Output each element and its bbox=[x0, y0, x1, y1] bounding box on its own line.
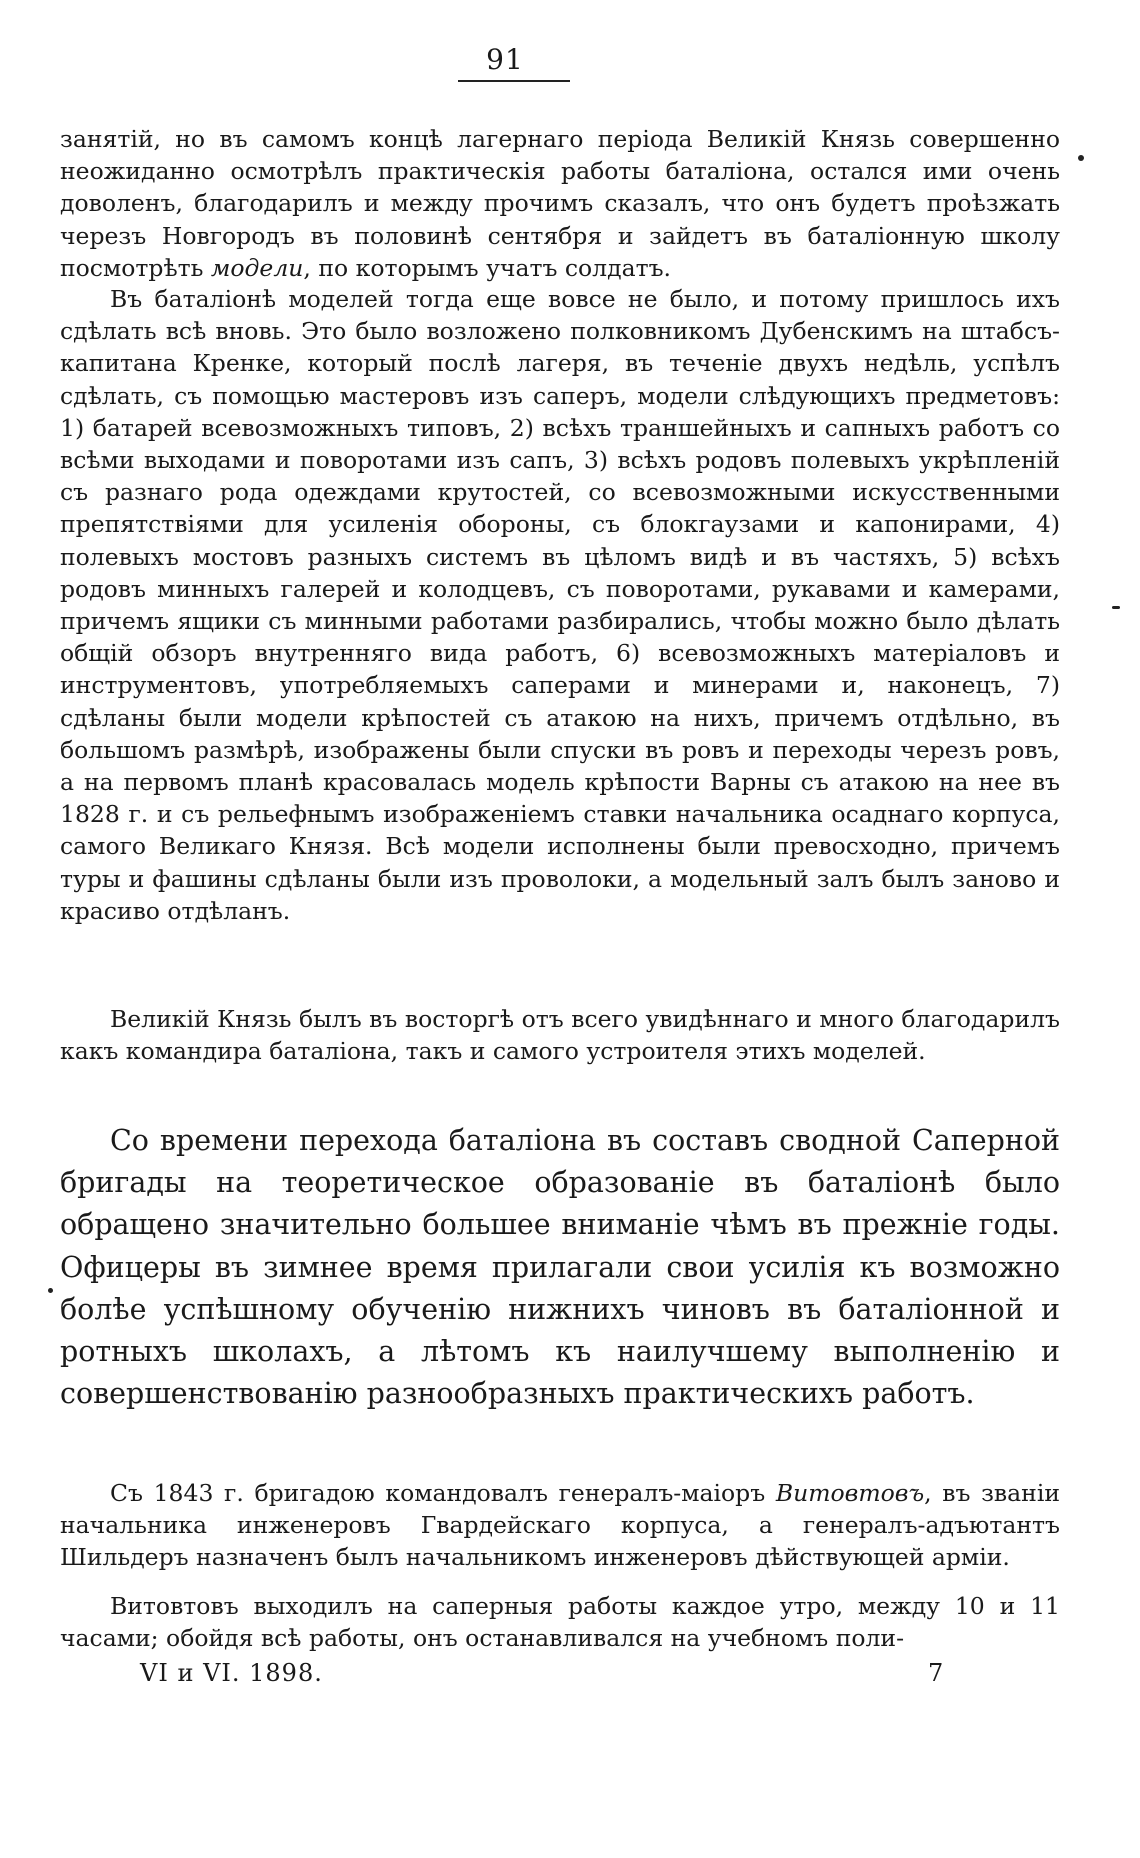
emphasis-vitovtov: Витовтовъ bbox=[775, 1479, 925, 1507]
paragraph-text-end: , по которымъ учатъ солдатъ. bbox=[303, 253, 672, 282]
paragraph-text: занятій, но въ самомъ концѣ лагернаго періода Великій Князь совершенно неожиданно осмотрѣлъ практическія работы баталіона, остался ими очень доволенъ, благодарилъ и между прочимъ сказалъ, что онъ будетъ проѣзжать черезъ Новгородъ въ половинѣ сентября и зайдетъ въ баталіонную школу посмотрѣть bbox=[60, 125, 1060, 282]
page-number: 91 bbox=[486, 43, 524, 76]
emphasis-models: модели bbox=[210, 253, 304, 282]
paragraph-works: Витовтовъ выходилъ на саперныя работы каждое утро, между 10 и 11 часами; обойдя всѣ работы, онъ останавливался на учебномъ поли- bbox=[60, 1592, 1060, 1653]
paragraph-text-end: , въ званіи начальника инженеровъ Гвардейскаго корпуса, а генералъ-адъютантъ Шильдеръ назначенъ былъ начальникомъ инженеровъ дѣйствующей арміи. bbox=[60, 1479, 1060, 1572]
ink-speck bbox=[1112, 606, 1120, 609]
ink-speck bbox=[1078, 155, 1084, 161]
paragraph-continuation bbox=[60, 123, 1060, 284]
paragraph-vitovtov bbox=[60, 1477, 1060, 1574]
paragraph-grand-duke: Великій Князь былъ въ восторгѣ отъ всего увидѣннаго и много благодарилъ какъ командира баталіона, такъ и самого устроителя этихъ моделей. bbox=[60, 1005, 1060, 1066]
header-rule bbox=[458, 80, 570, 82]
ink-speck bbox=[48, 1288, 53, 1293]
paragraph-text: Съ 1843 г. бригадою командовалъ генералъ-маіоръ bbox=[110, 1479, 776, 1507]
paragraph-models: Въ баталіонѣ моделей тогда еще вовсе не было, и потому пришлось ихъ сдѣлать всѣ вновь. Это было возложено полковникомъ Дубенскимъ на штабсъ-капитана Кренке, который послѣ лагеря, въ теченіе двухъ недѣль, успѣлъ сдѣлать, съ помощью мастеровъ изъ саперъ, модели слѣдующихъ предметовъ: 1) батарей всевозможныхъ типовъ, 2) всѣхъ траншейныхъ и сапныхъ работъ со всѣми выходами и поворотами изъ сапъ, 3) всѣхъ родовъ полевыхъ укрѣпленій съ разнаго рода одеждами крутостей, со всевозможными искусственными препятствіями для усиленія обороны, съ блокгаузами и капонирами, 4) полевыхъ мостовъ разныхъ системъ въ цѣломъ видѣ и въ частяхъ, 5) всѣхъ родовъ минныхъ галерей и колодцевъ, съ поворотами, рукавами и камерами, причемъ ящики съ минными работами разбирались, чтобы можно было дѣлать общій обзоръ внутренняго вида работъ, 6) всевозможныхъ матеріаловъ и инструментовъ, употребляемыхъ саперами и минерами и, наконецъ, 7) сдѣланы были модели крѣпостей съ атакою на нихъ, причемъ отдѣльно, въ большомъ размѣрѣ, изображены были спуски въ ровъ и переходы черезъ ровъ, а на первомъ планѣ красовалась модель крѣпости Варны съ атакою на нее въ 1828 г. и съ рельефнымъ изображеніемъ ставки начальника осаднаго корпуса, самого Великаго Князя. Всѣ модели исполнены были превосходно, причемъ туры и фашины сдѣланы были изъ проволоки, а модельный залъ былъ заново и красиво отдѣланъ. bbox=[60, 285, 1060, 925]
footer-sheet-number: 7 bbox=[928, 1659, 944, 1687]
paragraph-brigade-education: Со времени перехода баталіона въ составъ сводной Саперной бригады на теоретическое образованіе въ баталіонѣ было обращено значительно большее вниманіе чѣмъ въ прежніе годы. Офицеры въ зимнее время прилагали свои усилія къ возможно болѣе успѣшному обученію нижнихъ чиновъ въ баталіонной и ротныхъ школахъ, а лѣтомъ къ наилучшему выполненію и совершенствованію разнообразныхъ практическихъ работъ. bbox=[60, 1124, 1060, 1411]
footer-signature: VI и VI. 1898. bbox=[140, 1659, 323, 1687]
